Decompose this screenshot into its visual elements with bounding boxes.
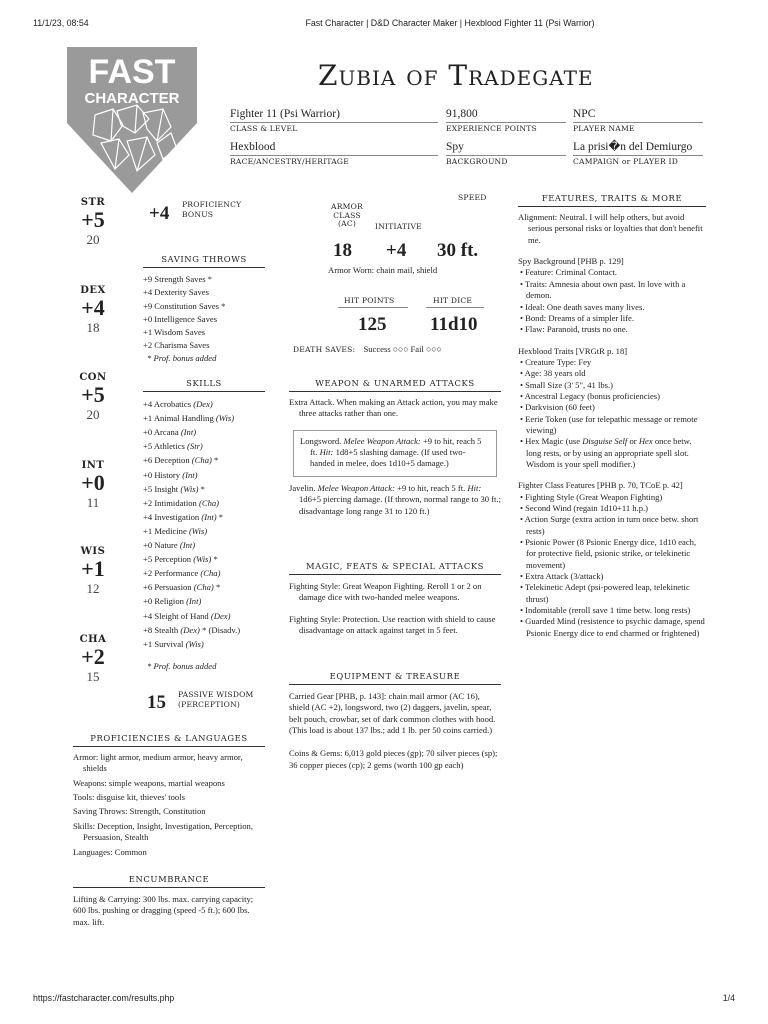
armor-class-label-line3: (AC) <box>337 219 357 229</box>
skill-row <box>143 623 265 637</box>
longsword-attack-box <box>293 430 497 477</box>
skill-name: Sleight of Hand <box>154 610 209 621</box>
fighter-feature-item: • Telekinetic Adept (psi-powered leap, telekinetic thrust) <box>520 582 690 604</box>
skill-value: +6 <box>143 582 153 593</box>
ability-int <box>73 459 113 511</box>
skill-value: +2 <box>143 568 153 579</box>
skill-row <box>143 510 265 524</box>
skill-row <box>143 425 265 439</box>
prof-weapons: Weapons: simple weapons, martial weapons <box>73 777 225 788</box>
hex-magic-spell-2: Hex <box>638 436 653 447</box>
skill-name: Animal Handling <box>153 413 214 424</box>
skill-name: Nature <box>154 540 178 551</box>
ability-score: 12 <box>86 581 100 597</box>
print-datetime: 11/1/23, 08:54 <box>33 18 89 28</box>
equipment-coins: Coins & Gems: 6,013 gold pieces (gp); 70 silver pieces (sp); 36 copper pieces (cp); 2 gems (worth 100 gp each) <box>289 748 498 770</box>
hit-dice-line <box>426 307 484 308</box>
skill-row <box>143 524 265 538</box>
proficiency-bonus-value: +4 <box>149 203 170 224</box>
skill-ability: (Dex) <box>180 624 200 635</box>
ability-modifier: +5 <box>81 382 105 408</box>
campaign-value: La prisi�n del Demiurgo <box>573 141 693 153</box>
ability-modifier: +2 <box>81 644 105 670</box>
skill-name: Religion <box>154 596 184 607</box>
encumbrance-text: Lifting & Carrying: 300 lbs. max. carrying capacity; 600 lbs. pushing or dragging (speed -5 ft.); 600 lbs. max. lift. <box>73 894 254 927</box>
hit-points-line <box>338 307 408 308</box>
skill-value: +0 <box>143 596 153 607</box>
extra-attack-text: Extra Attack. When making an Attack action, you may make three attacks rather than one. <box>289 397 498 419</box>
hexblood-traits-head: Hexblood Traits [VRGtR p. 18] <box>518 345 628 356</box>
armor-worn: Armor Worn: chain mail, shield <box>328 265 438 275</box>
skill-ability: (Int) <box>182 469 198 480</box>
skill-row <box>143 566 265 580</box>
longsword-name: Longsword. <box>300 435 342 446</box>
logo-character-text: CHARACTER <box>84 90 180 107</box>
skill-name: Intimidation <box>154 497 197 508</box>
skill-value: +6 <box>143 455 153 466</box>
skill-value: +0 <box>143 427 153 438</box>
ability-score: 11 <box>86 495 100 511</box>
armor-class-label-line2: CLASS <box>333 210 361 220</box>
encumbrance-title: ENCUMBRANCE <box>73 874 265 888</box>
skill-prof-mark: * (Disadv.) <box>202 624 241 635</box>
skill-name: Stealth <box>154 624 179 635</box>
initiative-label: INITIATIVE <box>375 222 422 231</box>
skill-name: Medicine <box>154 525 187 536</box>
skill-value: +1 <box>143 413 153 424</box>
campaign-line <box>573 155 703 156</box>
attacks-section <box>289 378 501 517</box>
fighter-feature-item: • Psionic Power (8 Psionic Energy dice, 1d10 each, for protective field, psionic strike, or telekinetic movement) <box>520 537 697 570</box>
ability-wis <box>73 545 113 597</box>
magic-title: MAGIC, FEATS & SPECIAL ATTACKS <box>289 561 501 575</box>
hex-magic-prefix: • Hex Magic (use <box>520 436 581 447</box>
encumbrance-section <box>73 874 265 928</box>
prof-tools: Tools: disguise kit, thieves' tools <box>73 792 185 803</box>
skill-name: Acrobatics <box>153 399 192 410</box>
skill-ability: (Int) <box>186 596 202 607</box>
hex-magic-suffix: once betw. long rests, or by using an appropriate spell slot. Wisdom is your spell modifier.) <box>526 436 692 469</box>
skill-row <box>143 637 265 651</box>
features-title: FEATURES, TRAITS & MORE <box>518 193 706 207</box>
skill-name: Insight <box>154 483 179 494</box>
equipment-section <box>289 671 501 778</box>
skill-name: Performance <box>154 568 199 579</box>
skill-ability: (Cha) <box>198 497 220 508</box>
ability-modifier: +4 <box>81 295 105 321</box>
skill-name: Athletics <box>153 441 185 452</box>
hit-points-value: 125 <box>358 314 387 335</box>
fighter-feature-item: • Second Wind (regain 1d10+11 h.p.) <box>520 503 649 513</box>
skill-name: Survival <box>154 638 184 649</box>
magic-great-weapon-fighting: Fighting Style: Great Weapon Fighting. Reroll 1 or 2 on damage dice with two-handed melee weapons. <box>289 581 482 603</box>
skill-value: +5 <box>143 483 153 494</box>
class-level-line <box>230 122 438 123</box>
skill-ability: (Wis) <box>193 554 212 565</box>
skill-ability: (Wis) <box>188 525 208 536</box>
saving-throws-title: SAVING THROWS <box>143 254 265 268</box>
skills-section <box>143 378 265 672</box>
skill-value: +1 <box>143 525 153 536</box>
hit-points-label: HIT POINTS <box>344 296 395 305</box>
features-alignment: Alignment: Neutral. I will help others, but avoid serious personal risks or loyalties that don't benefit me. <box>518 212 703 245</box>
proficiencies-section <box>73 733 265 861</box>
xp-label: EXPERIENCE POINTS <box>446 124 537 133</box>
class-level-label: CLASS & LEVEL <box>230 124 298 133</box>
skill-row <box>143 482 265 496</box>
background-line <box>446 155 566 156</box>
javelin-hit-label: Hit: <box>467 482 482 493</box>
saving-throw-item: +2 Charisma Saves <box>143 340 210 351</box>
hexblood-trait-item: • Small Size (3' 5", 41 lbs.) <box>520 379 614 390</box>
proficiencies-title: PROFICIENCIES & LANGUAGES <box>73 733 265 747</box>
skill-name: Perception <box>154 554 192 565</box>
longsword-damage: 1d8+5 slashing damage. (If used two-handed in melee, does 1d10+5 damage.) <box>310 447 466 469</box>
skill-ability: (Cha) <box>200 568 221 579</box>
magic-protection: Fighting Style: Protection. Use reaction with shield to cause disadvantage on attack against target in 5 feet. <box>289 613 496 636</box>
armor-class-label-line1: ARMOR <box>331 202 363 211</box>
hexblood-trait-item: • Age: 38 years old <box>520 368 586 379</box>
javelin-attack-text <box>289 483 501 517</box>
speed-value: 30 ft. <box>437 240 479 261</box>
hit-dice-label: HIT DICE <box>433 296 473 305</box>
skills-note: * Prof. bonus added <box>147 660 217 671</box>
ability-name: WIS <box>80 546 106 557</box>
skill-row <box>143 538 265 552</box>
skill-prof-mark: * <box>215 582 221 593</box>
background-label: BACKGROUND <box>446 157 508 166</box>
saving-throw-item: +4 Dexterity Saves <box>143 287 209 298</box>
player-label: PLAYER NAME <box>573 124 635 133</box>
skill-ability: (Cha) <box>193 582 214 593</box>
magic-section <box>289 561 501 643</box>
saving-throw-item: +0 Intelligence Saves <box>143 313 218 324</box>
prof-languages: Languages: Common <box>73 846 147 857</box>
proficiency-label-line2: BONUS <box>182 210 214 220</box>
class-level-value: Fighter 11 (Psi Warrior) <box>230 108 340 120</box>
logo-fast-text: FAST <box>88 53 176 91</box>
javelin-damage: 1d6+5 piercing damage. (If thrown, normal range to 30 ft.; disadvantage long range 31 to 120 ft.) <box>299 494 501 516</box>
javelin-to-hit: +9 to hit, reach 5 ft. <box>397 482 466 493</box>
skill-name: Deception <box>154 455 190 466</box>
longsword-attack-text <box>300 436 490 470</box>
spy-feature-item: • Ideal: One death saves many lives. <box>520 301 645 312</box>
ability-dex <box>73 284 113 336</box>
ability-cha <box>73 633 113 685</box>
passive-wisdom-label-line1: PASSIVE WISDOM <box>178 690 254 699</box>
xp-value: 91,800 <box>446 108 478 120</box>
spy-feature-item: • Feature: Criminal Contact. <box>520 267 618 278</box>
skill-row <box>143 468 265 482</box>
ability-name: CHA <box>79 634 107 645</box>
skill-ability: (Dex) <box>210 610 231 621</box>
hex-magic-spell-1: Disguise Self <box>582 436 628 447</box>
skill-ability: (Wis) <box>185 638 204 649</box>
skill-row <box>143 453 265 467</box>
passive-wisdom-label <box>178 690 254 711</box>
saving-throw-item: +1 Wisdom Saves <box>143 326 206 337</box>
ability-str <box>73 196 113 248</box>
longsword-hit-label: Hit: <box>319 447 334 458</box>
race-value: Hexblood <box>230 141 276 153</box>
saving-throw-item: +9 Constitution Saves * <box>143 300 226 311</box>
background-value: Spy <box>446 141 464 153</box>
javelin-name: Javelin. <box>289 482 316 493</box>
features-section <box>518 193 706 639</box>
print-page-title: Fast Character | D&D Character Maker | Hexblood Fighter 11 (Psi Warrior) <box>305 18 595 28</box>
skill-ability: (Dex) <box>193 399 213 410</box>
fighter-features-head: Fighter Class Features [PHB p. 70, TCoE p. 42] <box>518 480 683 491</box>
ability-modifier: +0 <box>81 470 105 496</box>
death-saves-boxes[interactable]: Success ○○○ Fail ○○○ <box>363 344 442 354</box>
spy-feature-item: • Bond: Dreams of a simpler life. <box>520 312 634 323</box>
ability-score: 18 <box>86 320 100 336</box>
race-label: RACE/ANCESTRY/HERITAGE <box>230 157 349 166</box>
spy-feature-item: • Flaw: Paranoid, trusts no one. <box>520 324 628 335</box>
death-saves-label: DEATH SAVES: <box>293 345 356 354</box>
armor-class-label <box>327 203 367 229</box>
saving-throws-section <box>143 254 265 366</box>
proficiency-bonus-label <box>182 200 241 221</box>
initiative-value: +4 <box>386 240 407 261</box>
skill-row <box>143 439 265 453</box>
passive-wisdom-value: 15 <box>147 692 166 713</box>
equipment-gear: Carried Gear [PHB, p. 143]: chain mail armor (AC 16), shield (AC +2), longsword, two (2) daggers, javelin, spear, belt pouch, crowbar, set of dark common clothes with hood. (This load is about 137 lbs.; add 1 lb. per 50 coins carried.) <box>289 691 496 736</box>
skill-row <box>143 580 265 594</box>
skill-value: +4 <box>143 399 153 410</box>
hexblood-trait-hex-magic <box>518 436 706 470</box>
player-value: NPC <box>573 108 596 120</box>
passive-wisdom-label-line2: (PERCEPTION) <box>178 700 241 710</box>
fighter-feature-item: • Extra Attack (3/attack) <box>520 571 604 582</box>
spy-feature-item: • Traits: Amnesia about own past. In love with a demon. <box>520 278 686 301</box>
skill-value: +0 <box>143 540 153 551</box>
skill-name: History <box>154 469 181 480</box>
skill-value: +0 <box>143 469 153 480</box>
skill-ability: (Int) <box>180 427 197 438</box>
fighter-feature-item: • Fighting Style (Great Weapon Fighting) <box>520 491 663 502</box>
prof-skills: Skills: Deception, Insight, Investigation, Perception, Persuasion, Stealth <box>73 820 253 843</box>
skill-ability: (Wis) <box>180 483 199 494</box>
ability-con <box>73 371 113 423</box>
hexblood-trait-item: • Ancestral Legacy (bonus proficiencies) <box>520 390 660 401</box>
ability-score: 15 <box>86 669 100 685</box>
skill-prof-mark: * <box>213 554 218 565</box>
skill-ability: (Cha) <box>191 455 212 466</box>
spy-background-head: Spy Background [PHB p. 129] <box>518 256 624 267</box>
skill-value: +5 <box>143 441 153 452</box>
hexblood-trait-item: • Darkvision (60 feet) <box>520 402 595 413</box>
skill-ability: (Str) <box>187 441 203 452</box>
fighter-features-list <box>518 492 706 639</box>
saving-throws-note: * Prof. bonus added <box>147 353 217 364</box>
skill-ability: (Int) <box>179 540 196 551</box>
equipment-title: EQUIPMENT & TREASURE <box>289 671 501 685</box>
skill-value: +8 <box>143 624 153 635</box>
skill-row <box>143 411 265 425</box>
race-line <box>230 155 438 156</box>
skills-title: SKILLS <box>143 378 265 392</box>
saving-throws-list <box>143 273 265 365</box>
hexblood-trait-item: • Eerie Token (use for telepathic message or remote viewing) <box>520 413 698 435</box>
ability-name: INT <box>81 460 105 471</box>
skill-row <box>143 496 265 510</box>
proficiency-label-line1: PROFICIENCY <box>182 200 242 209</box>
spy-background-list <box>518 267 706 335</box>
ability-name: DEX <box>80 285 106 296</box>
print-page-number: 1/4 <box>722 993 735 1003</box>
ability-score: 20 <box>86 232 100 248</box>
skill-row <box>143 609 265 623</box>
skill-ability: (Int) <box>201 511 217 522</box>
skill-name: Investigation <box>154 511 200 522</box>
campaign-label: CAMPAIGN or PLAYER ID <box>573 157 679 166</box>
hex-magic-or: or <box>629 436 637 447</box>
ability-modifier: +5 <box>81 207 105 233</box>
skill-prof-mark: * <box>218 511 224 522</box>
longsword-to-hit: +9 to hit, reach 5 ft. <box>310 435 482 458</box>
xp-line <box>446 122 566 123</box>
speed-label: SPEED <box>458 193 487 202</box>
skill-ability: (Wis) <box>215 413 235 424</box>
prof-armor: Armor: light armor, medium armor, heavy armor, shields <box>73 752 243 774</box>
longsword-attack-type: Melee Weapon Attack: <box>343 435 421 446</box>
skill-value: +5 <box>143 554 153 565</box>
attacks-title: WEAPON & UNARMED ATTACKS <box>289 378 501 392</box>
skill-row <box>143 552 265 566</box>
skill-row <box>143 594 265 608</box>
character-name: Zubia of Tradegate <box>318 59 594 92</box>
print-url[interactable]: https://fastcharacter.com/results.php <box>33 993 175 1003</box>
skill-name: Arcana <box>153 427 179 438</box>
death-saves <box>293 344 442 355</box>
hexblood-trait-item: • Creature Type: Fey <box>520 356 592 367</box>
skill-prof-mark: * <box>214 455 219 466</box>
hexblood-traits-list <box>518 357 706 470</box>
hit-dice-value: 11d10 <box>430 314 478 335</box>
armor-class-value: 18 <box>333 240 352 261</box>
skill-value: +2 <box>143 497 153 508</box>
player-line <box>573 122 703 123</box>
fighter-feature-item: • Guarded Mind (resistence to psychic damage, spend Psionic Energy dice to end charmed or frightened) <box>520 616 705 638</box>
skills-list <box>143 397 265 651</box>
skill-prof-mark: * <box>200 483 205 494</box>
ability-score: 20 <box>86 407 100 423</box>
skill-row <box>143 397 265 411</box>
fighter-feature-item: • Indomitable (reroll save 1 time betw. long rests) <box>520 605 691 616</box>
ability-modifier: +1 <box>81 556 105 582</box>
skill-name: Persuasion <box>154 582 192 593</box>
skill-value: +4 <box>143 511 153 522</box>
skill-value: +1 <box>143 638 153 649</box>
ability-name: STR <box>80 197 106 208</box>
skill-value: +4 <box>143 610 153 621</box>
saving-throw-item: +9 Strength Saves * <box>143 274 213 285</box>
fighter-feature-item: • Action Surge (extra action in turn once betw. short rests) <box>520 514 699 536</box>
prof-saves: Saving Throws: Strength, Constitution <box>73 806 206 817</box>
javelin-attack-type: Melee Weapon Attack: <box>317 482 395 493</box>
ability-name: CON <box>79 372 107 383</box>
fast-character-logo <box>65 45 199 195</box>
